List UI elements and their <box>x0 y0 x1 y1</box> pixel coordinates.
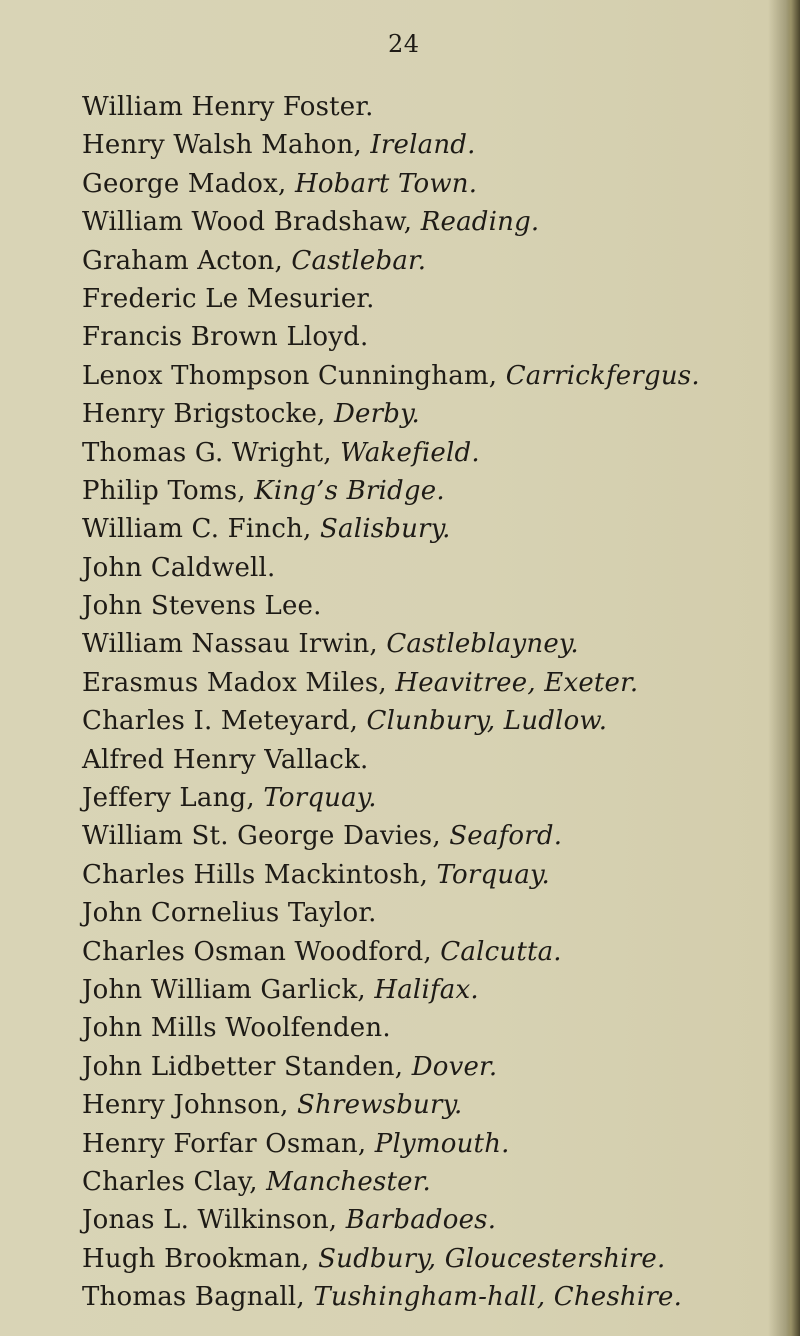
list-entry <box>82 894 782 932</box>
entry-name: William Nassau Irwin, <box>82 629 387 660</box>
entry-place: Plymouth. <box>374 1128 510 1159</box>
entry-place: Sudbury, Gloucestershire. <box>318 1243 666 1274</box>
entry-place: Seaford. <box>449 821 563 852</box>
list-entry <box>82 1125 782 1163</box>
list-entry <box>82 1086 782 1124</box>
entry-place: Barbadoes. <box>345 1205 497 1236</box>
entry-place: Wakefield. <box>340 437 480 468</box>
entry-place: Shrewsbury. <box>297 1090 463 1121</box>
list-entry <box>82 587 782 625</box>
entry-place: Manchester. <box>266 1166 431 1197</box>
entry-place: Ireland. <box>370 130 476 161</box>
entry-name: George Madox, <box>82 168 295 199</box>
entry-name: Henry Johnson, <box>82 1090 298 1121</box>
entry-name: John Stevens Lee. <box>82 591 322 622</box>
list-entry <box>82 933 782 971</box>
entry-name: Charles Osman Woodford, <box>82 936 441 967</box>
list-entry <box>82 434 782 472</box>
entry-name: John Caldwell. <box>82 552 276 583</box>
list-entry <box>82 1163 782 1201</box>
entry-place: King’s Bridge. <box>254 475 445 506</box>
list-entry <box>82 817 782 855</box>
list-entry <box>82 549 782 587</box>
list-entry <box>82 318 782 356</box>
entry-name: John Mills Woolfenden. <box>82 1013 391 1044</box>
entry-place: Torquay. <box>263 783 377 814</box>
entry-name: Francis Brown Lloyd. <box>82 322 369 353</box>
entry-name: William Henry Foster. <box>82 92 374 122</box>
list-entry <box>82 856 782 894</box>
entry-place: Derby. <box>333 399 420 430</box>
entry-name: Graham Acton, <box>82 245 292 276</box>
entry-place: Tushingham-hall, Cheshire. <box>313 1282 683 1313</box>
list-entry <box>82 472 782 510</box>
entry-name: John Lidbetter Standen, <box>82 1051 412 1082</box>
list-entry <box>82 357 782 395</box>
list-entry <box>82 88 782 126</box>
entry-place: Reading. <box>420 207 540 238</box>
list-entry <box>82 203 782 241</box>
entry-place: Castleblayney. <box>386 629 579 660</box>
entry-name: Henry Forfar Osman, <box>82 1128 375 1159</box>
entry-place: Calcutta. <box>440 936 562 967</box>
entry-place: Hobart Town. <box>294 168 478 199</box>
page-edge-shadow <box>786 0 800 1336</box>
list-entry <box>82 1201 782 1239</box>
entry-name: William Wood Bradshaw, <box>82 207 421 238</box>
entry-place: Torquay. <box>436 859 550 890</box>
entry-name: Thomas G. Wright, <box>82 437 341 468</box>
entry-name: Henry Brigstocke, <box>82 399 334 430</box>
entry-place: Salisbury. <box>319 514 451 545</box>
entry-name: Erasmus Madox Miles, <box>82 667 396 698</box>
list-entry <box>82 664 782 702</box>
entry-name: Hugh Brookman, <box>82 1243 319 1274</box>
list-entry <box>82 702 782 740</box>
entry-place: Halifax. <box>374 974 479 1005</box>
list-entry <box>82 1278 782 1316</box>
entry-name: Thomas Bagnall, <box>82 1282 314 1313</box>
list-entry <box>82 1240 782 1278</box>
list-entry <box>82 779 782 817</box>
entry-name: John Cornelius Taylor. <box>82 898 377 929</box>
entry-place: Carrickfergus. <box>505 360 700 391</box>
list-entry <box>82 126 782 164</box>
entry-place: Clunbury, Ludlow. <box>366 706 608 737</box>
list-entry <box>82 971 782 1009</box>
entry-name: William C. Finch, <box>82 514 320 545</box>
page-number: 24 <box>388 30 420 58</box>
entry-name: William St. George Davies, <box>82 821 450 852</box>
list-entry <box>82 395 782 433</box>
entry-name: Henry Walsh Mahon, <box>82 130 371 161</box>
entry-place: Castlebar. <box>291 245 427 276</box>
name-list <box>82 88 782 1317</box>
entry-name: Charles Clay, <box>82 1166 267 1197</box>
entry-place: Dover. <box>411 1051 498 1082</box>
list-entry <box>82 1009 782 1047</box>
list-entry <box>82 242 782 280</box>
list-entry <box>82 741 782 779</box>
entry-name: Jonas L. Wilkinson, <box>82 1205 346 1236</box>
entry-name: Charles Hills Mackintosh, <box>82 859 437 890</box>
entry-name: Alfred Henry Vallack. <box>82 744 369 775</box>
entry-name: Lenox Thompson Cunningham, <box>82 360 506 391</box>
entry-name: Frederic Le Mesurier. <box>82 283 375 314</box>
entry-name: John William Garlick, <box>82 974 375 1005</box>
list-entry <box>82 280 782 318</box>
entry-place: Heavitree, Exeter. <box>395 667 639 698</box>
list-entry <box>82 1048 782 1086</box>
list-entry <box>82 625 782 663</box>
entry-name: Philip Toms, <box>82 475 255 506</box>
entry-name: Charles I. Meteyard, <box>82 706 367 737</box>
list-entry <box>82 510 782 548</box>
entry-name: Jeffery Lang, <box>82 783 264 814</box>
list-entry <box>82 165 782 203</box>
